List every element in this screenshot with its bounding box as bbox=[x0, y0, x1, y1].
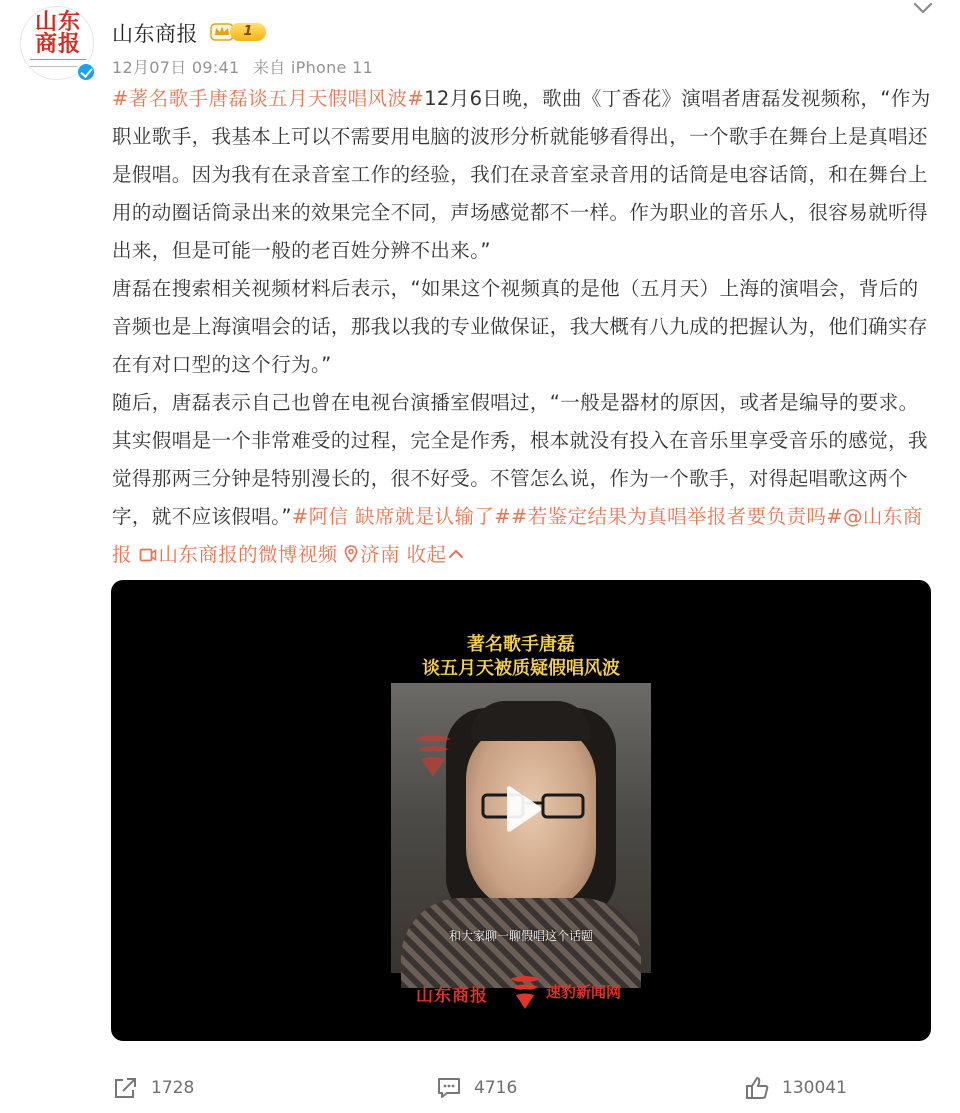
collapse-button[interactable] bbox=[407, 543, 465, 566]
video-link[interactable] bbox=[139, 543, 338, 566]
video-person-hair bbox=[471, 701, 591, 741]
watermark-logo-icon bbox=[411, 733, 455, 781]
post-paragraph-1 bbox=[112, 80, 936, 270]
thumbs-up-icon bbox=[744, 1075, 770, 1101]
avatar-logo-text: 山东 商报 bbox=[34, 10, 81, 57]
topic-tag[interactable]: #阿信 缺席就是认输了# bbox=[291, 505, 512, 528]
video-title-line1: 著名歌手唐磊 bbox=[467, 634, 575, 655]
mention-link[interactable]: @山东商报 bbox=[112, 505, 923, 566]
post-source: 来自 iPhone 11 bbox=[252, 58, 374, 77]
video-link-icon bbox=[139, 547, 157, 563]
post-body bbox=[112, 80, 936, 574]
post-text: 12月6日晚，歌曲《丁香花》演唱者唐磊发视频称，“作为职业歌手，我基本上可以不需要用电脑的波形分析就能够看得出，一个歌手在舞台上是真唱还是假唱。因为我有在录音室工作的经验，我们在录音室录音用的话筒是电容话筒，和在舞台上用的动圈话筒录出来的效果完全不同，声场感觉都不一样。作为职业的音乐人，很容易就听得出来，但是可能一般的老百姓分辨不出来。” bbox=[112, 87, 931, 262]
share-icon bbox=[113, 1076, 139, 1100]
like-button[interactable] bbox=[744, 1074, 847, 1102]
play-icon[interactable] bbox=[499, 784, 543, 834]
location-link[interactable] bbox=[344, 543, 400, 566]
comment-icon bbox=[436, 1076, 462, 1100]
video-caption: 和大家聊一聊假唱这个话题 bbox=[448, 929, 593, 943]
post-text: 随后，唐磊表示自己也曾在电视台演播室假唱过，“一般是器材的原因，或者是编导的要求。其实假唱是一个非常难受的过程，完全是作秀，根本就没有投入在音乐里享受音乐的感觉，我觉得那两三分钟是特别漫长的，很不好受。不管怎么说，作为一个歌手，对得起唱歌这两个字，就不应该假唱。” bbox=[112, 391, 928, 528]
share-button[interactable] bbox=[113, 1074, 194, 1102]
like-count: 130041 bbox=[782, 1078, 847, 1098]
video-brand-right: 速豹新闻网 bbox=[546, 983, 622, 1001]
collapse-label: 收起 bbox=[406, 543, 447, 566]
location-pin-icon bbox=[344, 545, 358, 563]
action-bar bbox=[0, 1068, 960, 1108]
video-brand-row bbox=[416, 975, 636, 1015]
chevron-down-icon[interactable] bbox=[912, 0, 934, 16]
post-date[interactable]: 12月07日 09:41 bbox=[112, 58, 240, 77]
author-name[interactable]: 山东商报 bbox=[112, 22, 198, 46]
vip-level: 1 bbox=[230, 23, 266, 41]
chevron-up-icon bbox=[448, 548, 464, 560]
video-brand-left: 山东商报 bbox=[416, 986, 488, 1006]
comment-count: 4716 bbox=[474, 1078, 518, 1098]
brand-logo-icon bbox=[508, 975, 542, 1011]
comment-button[interactable] bbox=[436, 1074, 517, 1102]
verified-badge-icon bbox=[76, 62, 96, 82]
topic-tag[interactable]: #若鉴定结果为真唱举报者要负责吗# bbox=[511, 505, 844, 528]
video-title-line2: 谈五月天被质疑假唱风波 bbox=[422, 658, 620, 679]
topic-tag[interactable]: #著名歌手唐磊谈五月天假唱风波# bbox=[112, 87, 425, 110]
vip-badge[interactable] bbox=[210, 20, 268, 44]
post-paragraph-3 bbox=[112, 384, 936, 574]
post-paragraph-2: 唐磊在搜索相关视频材料后表示，“如果这个视频真的是他（五月天）上海的演唱会，背后的音频也是上海演唱会的话，那我以我的专业做保证，我大概有八九成的把握认为，他们确实存在有对口型的这个行为。” bbox=[112, 277, 928, 376]
video-link-label: 山东商报的微博视频 bbox=[158, 543, 338, 566]
video-player[interactable] bbox=[111, 580, 931, 1041]
location-label: 济南 bbox=[360, 543, 401, 566]
share-count: 1728 bbox=[151, 1078, 195, 1098]
post-meta bbox=[112, 55, 381, 78]
